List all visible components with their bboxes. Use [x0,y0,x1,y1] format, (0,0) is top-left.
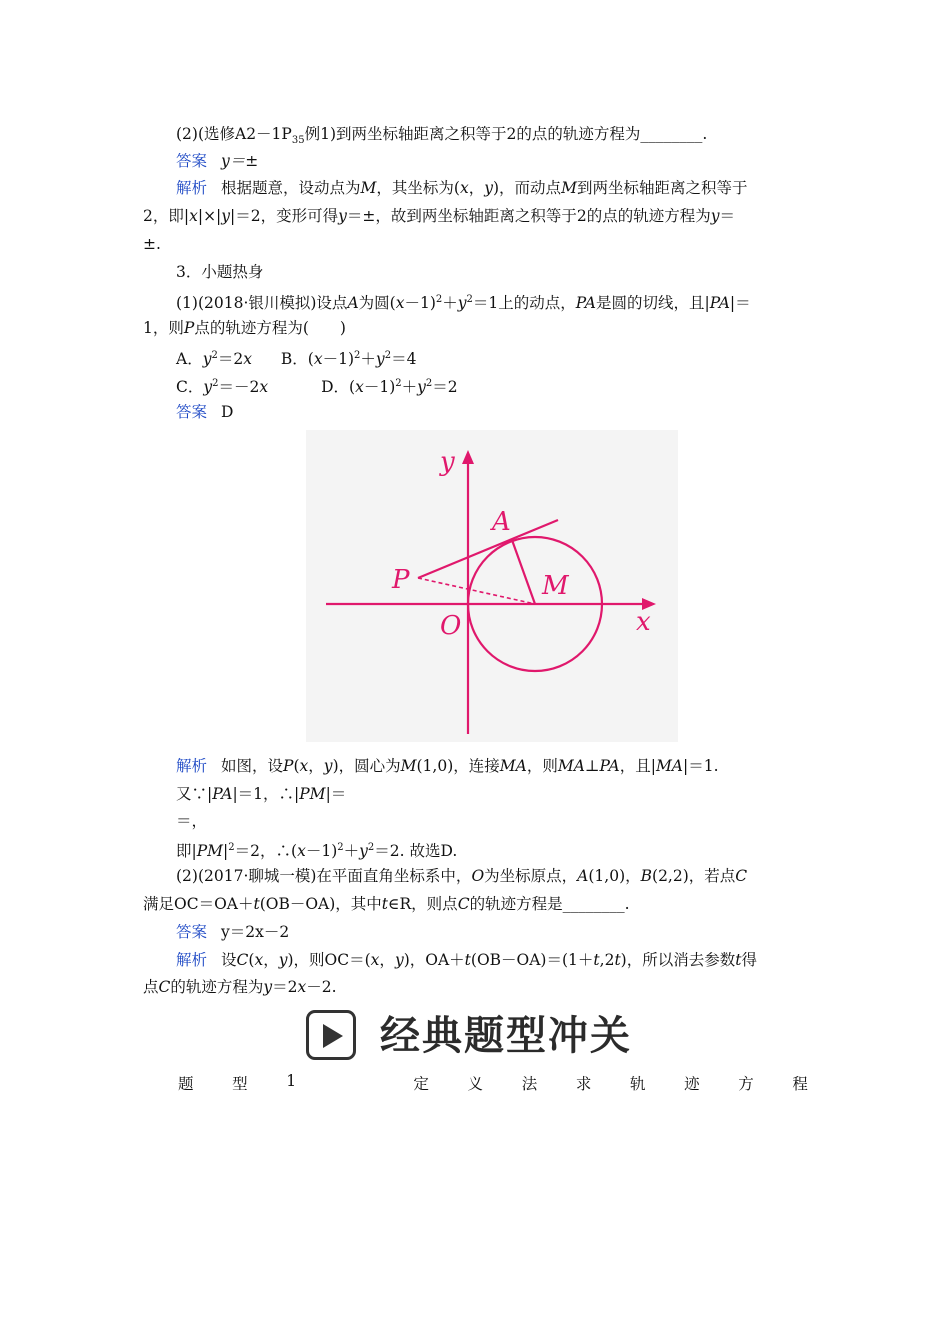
options-row-1 [176,346,416,369]
radius-ma [512,540,535,604]
options-row-2 [176,374,458,397]
section-banner [306,1006,678,1066]
solution-label: 解析 [176,757,208,775]
geometry-figure [306,430,678,742]
problem-3-2-solution-line-2: 点C的轨迹方程为y＝2x－2. [143,978,337,996]
label-p: P [392,565,410,595]
answer-label: 答案 [176,923,208,941]
problem-3-2-answer: 答案 y＝2x－2 [176,923,290,941]
banner-title: 经典题型冲关 [380,1013,632,1059]
problem-3-1-solution-line-2: 又∵|PA|＝1，∴|PM|＝ [176,785,347,803]
problem-3-2-stem-line-1: (2)(2017·聊城一模)在平面直角坐标系中，O为坐标原点，A(1,0)，B(2,2)，若点C [176,867,748,885]
problem-2-solution-line-1: 解析 根据题意，设动点为M，其坐标为(x，y)，而动点M到两坐标轴距离之积等于 [176,179,748,197]
option-a: A．$y^2=2x$ [176,350,252,369]
type-heading: 题 型 1 定 义 法 求 轨 迹 方 程 [178,1072,808,1093]
problem-3-2-solution-line-1: 解析 设C(x，y)，则OC＝(x，y)，OA＋t(OB－OA)＝(1＋t,2t)，所以消去参数t得 [176,951,757,969]
play-icon [306,1010,356,1060]
problem-2-answer: 答案 y＝± [176,152,259,170]
option-d: D．$(x-1)^2+y^2=2$ [321,378,458,397]
problem-3-1-answer: 答案 D [176,403,234,421]
tangent-line-pa [418,520,558,578]
dashed-pm [418,578,535,604]
solution-label: 解析 [176,179,208,197]
problem-2-solution-line-3: ±. [143,235,161,253]
y-axis-arrow [462,450,474,464]
label-x: x [636,607,651,637]
label-o: O [440,611,462,641]
problem-3-1-stem-line-1: (1)(2018·银川模拟)设点A为圆$(x-1)^2+y^2=1$上的动点，PA是圆的切线，且|PA|＝ [176,294,751,313]
problem-3-2-stem-line-2: 满足OC＝OA＋t(OB－OA)，其中t∈R，则点C的轨迹方程是________. [143,895,630,913]
problem-3-1-stem-line-2: 1，则P点的轨迹方程为( ) [143,319,346,337]
problem-2-stem: (2)(选修$A2-1P_{35}$例1)到两坐标轴距离之积等于2的点的轨迹方程为________. [176,125,708,147]
label-m: M [542,571,569,601]
label-y: y [440,447,455,477]
problem-2-solution-line-2: 2，即|x|×|y|＝2，变形可得y＝±，故到两坐标轴距离之积等于2的点的轨迹方程为y＝ [143,207,736,225]
answer-label: 答案 [176,403,208,421]
label-a: A [492,507,511,537]
geometry-svg [306,430,678,742]
problem-3-1-solution-line-1: 解析 如图，设P(x，y)，圆心为M(1,0)，连接MA，则MA⊥PA，且|MA|＝1. [176,757,719,775]
option-b: B．$(x-1)^2+y^2=4$ [280,350,417,369]
option-c: C．$y^2=-2x$ [176,378,269,397]
answer-label: 答案 [176,152,208,170]
problem-3-1-solution-line-4: 即$|PM|^2=2$，$\therefore(x-1)^2+y^2=2$. 故选D. [176,842,458,861]
solution-label: 解析 [176,951,208,969]
problem-3-1-solution-line-3: ＝， [176,812,208,830]
section-heading: 3．小题热身 [176,263,264,281]
